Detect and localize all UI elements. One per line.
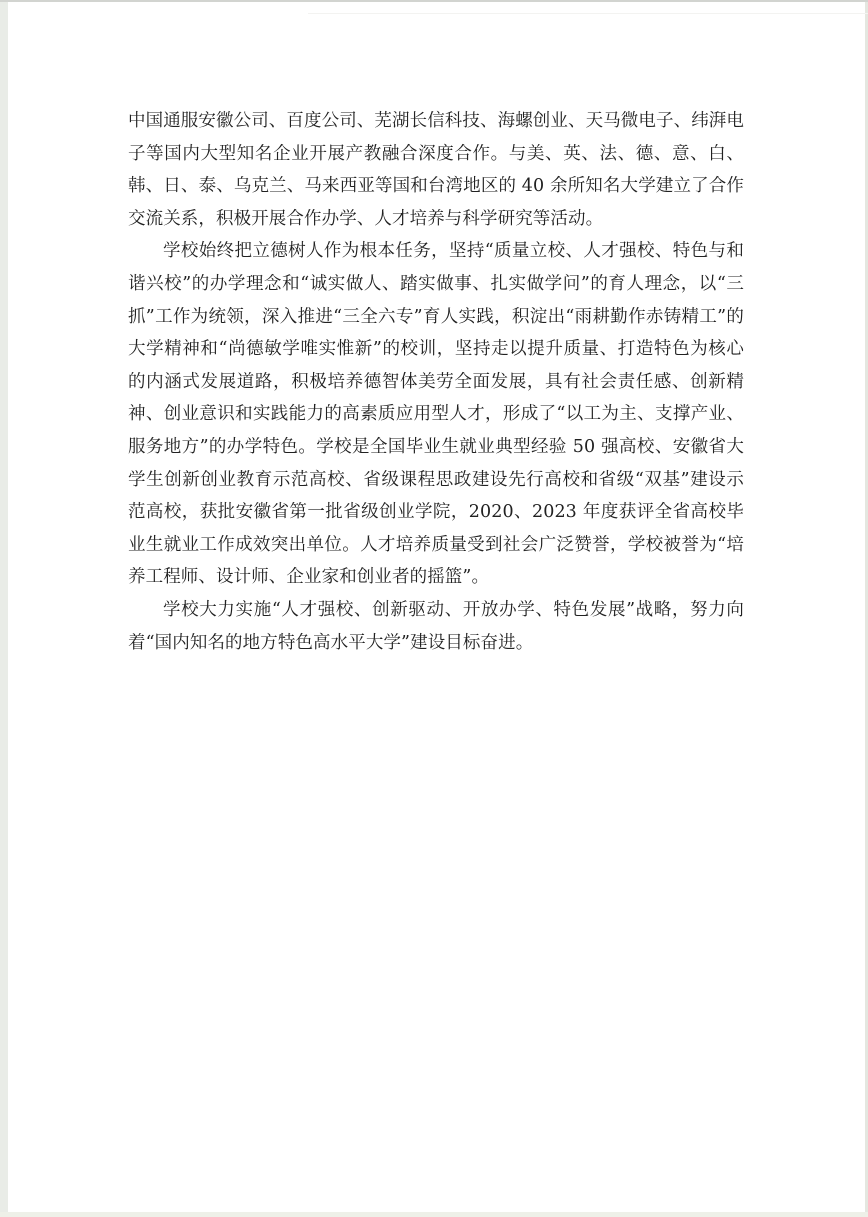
document-page: [128, 105, 744, 659]
page-edge-top: [0, 0, 868, 2]
paragraph-education-philosophy-achievements: 学校始终把立德树人作为根本任务，坚持“质量立校、人才强校、特色与和谐兴校”的办学理念和“诚实做人、踏实做事、扎实做学问”的育人理念，以“三抓”工作为统领，深入推进“三全六专”育人实践，积淀出“雨耕勤作赤铸精工”的大学精神和“尚德敏学唯实惟新”的校训，坚持走以提升质量、打造特色为核心的内涵式发展道路，积极培养德智体美劳全面发展，具有社会责任感、创新精神、创业意识和实践能力的高素质应用型人才，形成了“以工为主、支撑产业、服务地方”的办学特色。学校是全国毕业生就业典型经验 50 强高校、安徽省大学生创新创业教育示范高校、省级课程思政建设先行高校和省级“双基”建设示范高校，获批安徽省第一批省级创业学院，2020、2023 年度获评全省高校毕业生就业工作成效突出单位。人才培养质量受到社会广泛赞誉，学校被誉为“培养工程师、设计师、企业家和创业者的摇篮”。: [128, 241, 744, 588]
page-edge-bottom: [0, 1212, 868, 1217]
paragraph-industry-international-cooperation: 中国通服安徽公司、百度公司、芜湖长信科技、海螺创业、天马微电子、纬湃电子等国内大型知名企业开展产教融合深度合作。与美、英、法、德、意、白、韩、日、泰、乌克兰、马来西亚等国和台湾地区的 40 余所知名大学建立了合作交流关系，积极开展合作办学、人才培养与科学研究等活动。: [128, 111, 744, 229]
page-edge-left: [0, 2, 8, 1217]
page-scan-artifact-line: [308, 13, 868, 14]
paragraph-development-strategy: 学校大力实施“人才强校、创新驱动、开放办学、特色发展”战略，努力向着“国内知名的地方特色高水平大学”建设目标奋进。: [128, 599, 744, 653]
